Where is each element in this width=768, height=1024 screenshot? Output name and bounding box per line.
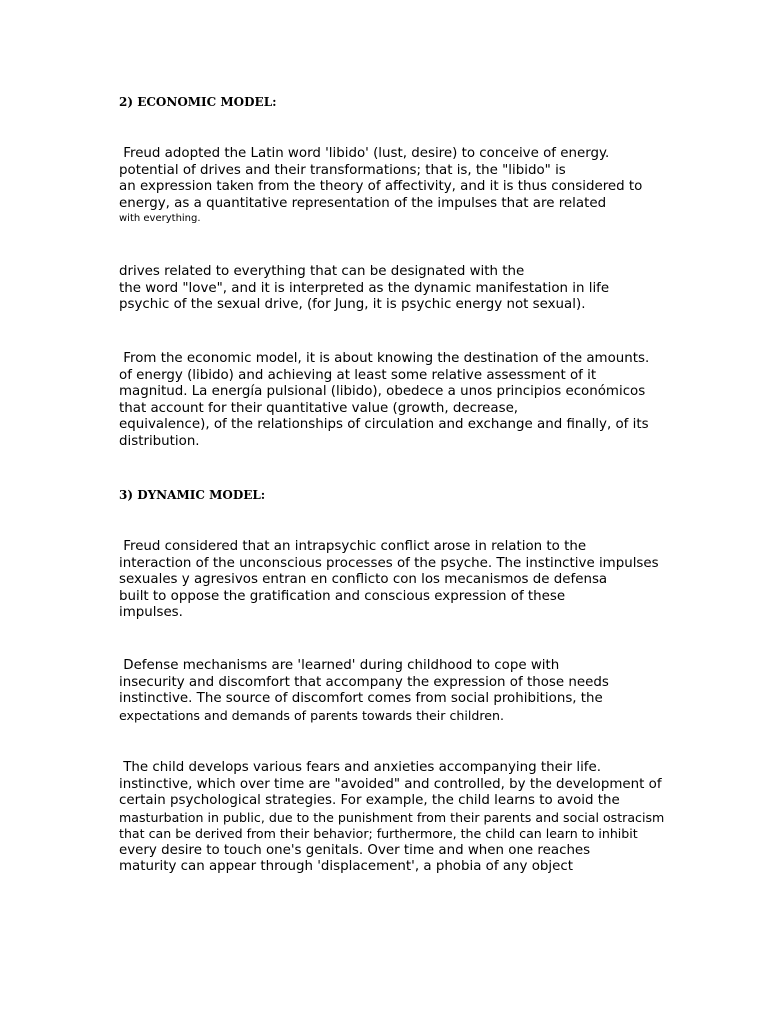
text-line: of energy (libido) and achieving at least some relative assessment of it (119, 367, 597, 383)
text-line: instinctive. The source of discomfort comes from social prohibitions, the (119, 691, 603, 706)
text-line: Defense mechanisms are 'learned' during childhood to cope with (119, 658, 560, 673)
text-line: with everything. (119, 213, 201, 224)
text-line: insecurity and discomfort that accompany the expression of those needs (119, 674, 609, 690)
text-line: maturity can appear through 'displacement', a phobia of any object (119, 859, 573, 874)
text-line: an expression taken from the theory of affectivity, and it is thus considered to (119, 179, 643, 194)
text-line: masturbation in public, due to the punishment from their parents and social ostracism (119, 809, 665, 825)
text-line: expectations and demands of parents towards their children. (119, 707, 504, 723)
text-line: interaction of the unconscious processes of the psyche. The instinctive impulses (119, 555, 659, 571)
text-line: Freud adopted the Latin word 'libido' (lust, desire) to conceive of energy. (119, 146, 610, 161)
paragraph-economic-model (119, 351, 709, 450)
text-line: magnitud. La energía pulsional (libido), obedece a unos principios económicos (119, 384, 646, 399)
text-line: the word "love", and it is interpreted as the dynamic manifestation in life (119, 280, 610, 296)
text-line: Freud considered that an intrapsychic conflict arose in relation to the (119, 539, 587, 554)
paragraph-libido-definition (119, 146, 709, 226)
text-line: sexuales y agresivos entran en conflicto con los mecanismos de defensa (119, 572, 608, 587)
text-line: built to oppose the gratification and conscious expression of these (119, 588, 566, 604)
text-line: From the economic model, it is about knowing the destination of the amounts. (119, 351, 650, 366)
text-line: The child develops various fears and anxieties accompanying their life. (119, 760, 601, 775)
text-line: certain psychological strategies. For example, the child learns to avoid the (119, 793, 620, 808)
text-line: impulses. (119, 605, 183, 620)
text-line: distribution. (119, 433, 200, 449)
section-heading-economic-model: 2) ECONOMIC MODEL: (119, 95, 277, 109)
paragraph-defense-mechanisms (119, 658, 709, 724)
text-line: that account for their quantitative value (growth, decrease, (119, 400, 519, 416)
text-line: every desire to touch one's genitals. Over time and when one reaches (119, 842, 591, 858)
text-line: instinctive, which over time are "avoided" and controlled, by the development of (119, 776, 662, 792)
paragraph-child-fears (119, 760, 709, 876)
text-line: that can be derived from their behavior; furthermore, the child can learn to inhibit (119, 826, 638, 841)
paragraph-drives-love (119, 264, 709, 314)
section-heading-dynamic-model: 3) DYNAMIC MODEL: (119, 488, 266, 502)
text-line: equivalence), of the relationships of circulation and exchange and finally, of its (119, 417, 649, 432)
text-line: potential of drives and their transformations; that is, the "libido" is (119, 162, 566, 178)
paragraph-intrapsychic-conflict (119, 539, 709, 622)
text-line: energy, as a quantitative representation of the impulses that are related (119, 195, 607, 211)
text-line: psychic of the sexual drive, (for Jung, it is psychic energy not sexual). (119, 297, 586, 312)
text-line: drives related to everything that can be designated with the (119, 264, 525, 279)
